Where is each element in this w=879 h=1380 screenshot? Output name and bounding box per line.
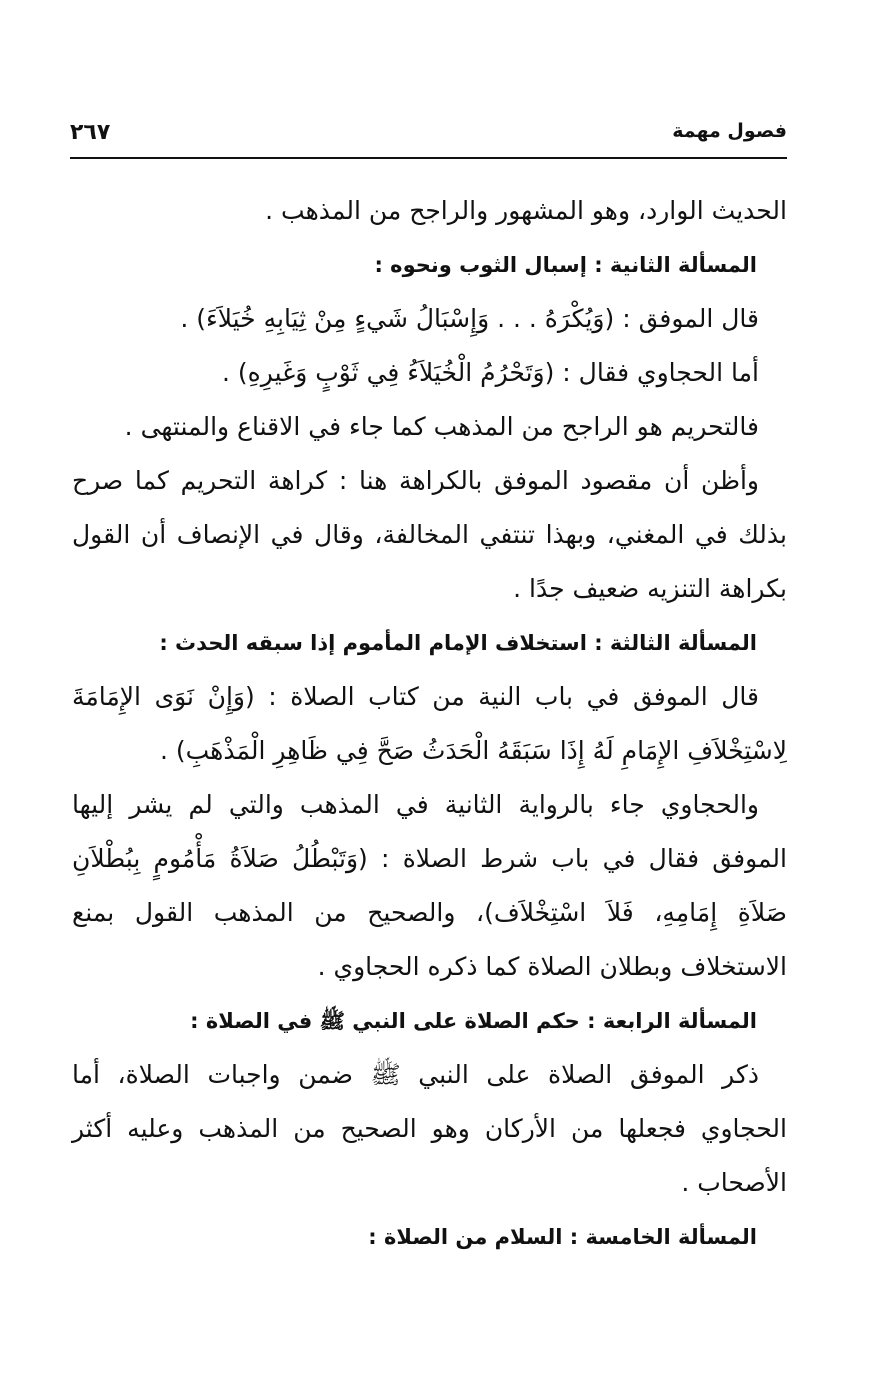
paragraph: ذكر الموفق الصلاة على النبي ﷺ ضمن واجبات الصلاة، أما الحجاوي فجعلها من الأركان وهو الصحيح من المذهب وعليه أكثر الأصحاب . [72,1060,787,1197]
quote-paragraph: قال الموفق : (وَيُكْرَهُ . . . وَإِسْبَالُ شَيءٍ مِنْ ثِيَابِهِ خُيَلاَءَ) . [180,304,759,333]
paragraph: والحجاوي جاء بالرواية الثانية في المذهب والتي لم يشر إليها الموفق فقال في باب شرط الصلاة : (وَتَبْطُلُ صَلاَةُ مَأْمُومٍ بِبُطْلاَنِ صَلاَةِ إِمَامِهِ، فَلاَ اسْتِخْلاَف)، والصحيح من المذهب القول بمنع الاستخلاف وبطلان الصلاة كما ذكره الحجاوي . [72,790,787,981]
book-title: فصول مهمة [672,120,787,142]
running-head [70,120,787,160]
paragraph: قال الموفق في باب النية من كتاب الصلاة : (وَإِنْ نَوَى الإِمَامَةَ لِاسْتِخْلاَفِ الإِمَامِ لَهُ إِذَا سَبَقَهُ الْحَدَثُ صَحَّ فِي ظَاهِرِ الْمَذْهَبِ) . [72,682,787,765]
section-heading: المسألة الخامسة : السلام من الصلاة : [368,1225,757,1249]
section-heading: المسألة الثالثة : استخلاف الإمام المأموم إذا سبقه الحدث : [159,631,757,655]
paragraph: فالتحريم هو الراجح من المذهب كما جاء في الاقناع والمنتهى . [124,412,759,441]
page-body [72,184,787,1264]
section-heading: المسألة الرابعة : حكم الصلاة على النبي ﷺ في الصلاة : [190,1009,757,1033]
paragraph: الحديث الوارد، وهو المشهور والراجح من المذهب . [265,196,787,225]
section-heading: المسألة الثانية : إسبال الثوب ونحوه : [374,253,757,277]
page-number: ٢٦٧ [70,120,111,145]
header-rule [70,157,787,159]
paragraph: وأظن أن مقصود الموفق بالكراهة هنا : كراهة التحريم كما صرح بذلك في المغني، وبهذا تنتفي المخالفة، وقال في الإنصاف أن القول بكراهة التنزيه ضعيف جدًا . [72,466,787,603]
quote-paragraph: أما الحجاوي فقال : (وَتَحْرُمُ الْخُيَلاَءُ فِي ثَوْبٍ وَغَيرِهِ) . [222,358,759,387]
